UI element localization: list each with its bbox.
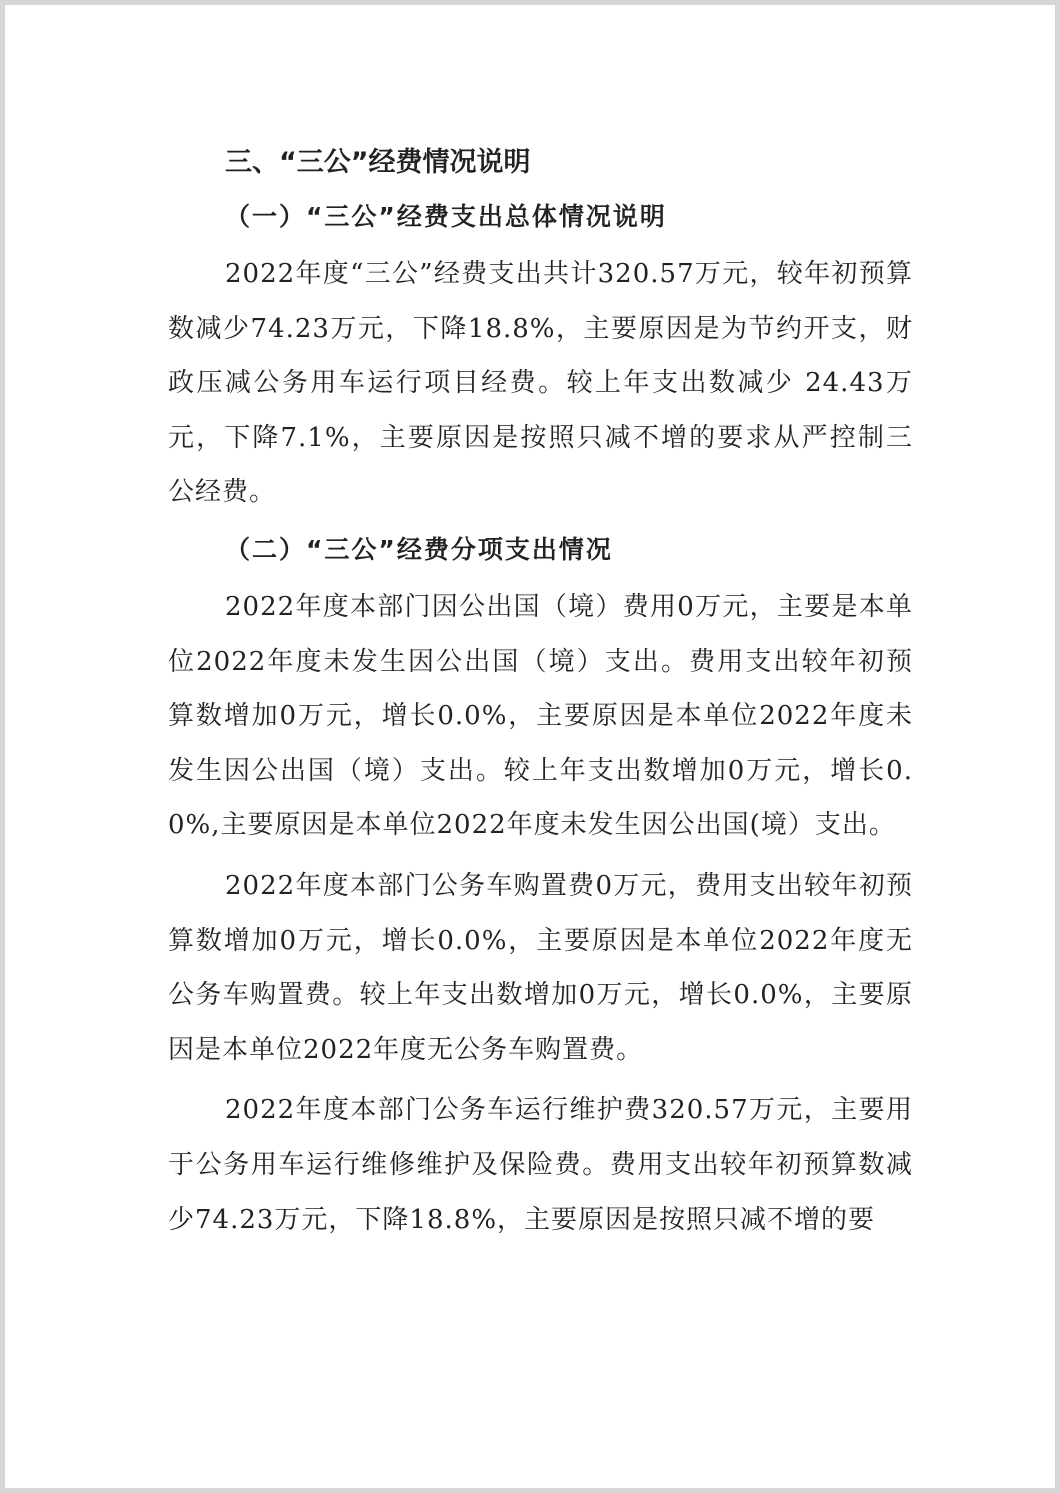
document-body <box>168 139 913 1253</box>
section-title: 三、“三公”经费情况说明 <box>225 147 531 178</box>
paragraph-vehicle-purchase: 2022年度本部门公务车购置费0万元，费用支出较年初预算数增加0万元，增长0.0%，主要原因是本单位2022年度无公务车购置费。较上年支出数增加0万元，增长0.0%，主要原因是本单位2022年度无公务车购置费。 <box>168 870 913 1065</box>
paragraph-abroad-expenses: 2022年度本部门因公出国（境）费用0万元，主要是本单位2022年度未发生因公出国（境）支出。费用支出较年初预算数增加0万元，增长0.0%，主要原因是本单位2022年度未发生因公出国（境）支出。较上年支出数增加0万元，增长0.0%,主要原因是本单位2022年度未发生因公出国(境）支出。 <box>168 591 913 841</box>
subsection-title-breakdown: （二）“三公”经费分项支出情况 <box>225 534 613 564</box>
paragraph-vehicle-operation: 2022年度本部门公务车运行维护费320.57万元，主要用于公务用车运行维修维护及保险费。费用支出较年初预算数减少74.23万元，下降18.8%，主要原因是按照只减不增的要 <box>168 1095 913 1235</box>
paragraph-overview: 2022年度“三公”经费支出共计320.57万元，较年初预算数减少74.23万元，下降18.8%，主要原因是为节约开支，财政压减公务用车运行项目经费。较上年支出数减少 24.43万元，下降7.1%，主要原因是按照只减不增的要求从严控制三公经费。 <box>168 259 913 508</box>
subsection-title-overview: （一）“三公”经费支出总体情况说明 <box>225 202 667 231</box>
